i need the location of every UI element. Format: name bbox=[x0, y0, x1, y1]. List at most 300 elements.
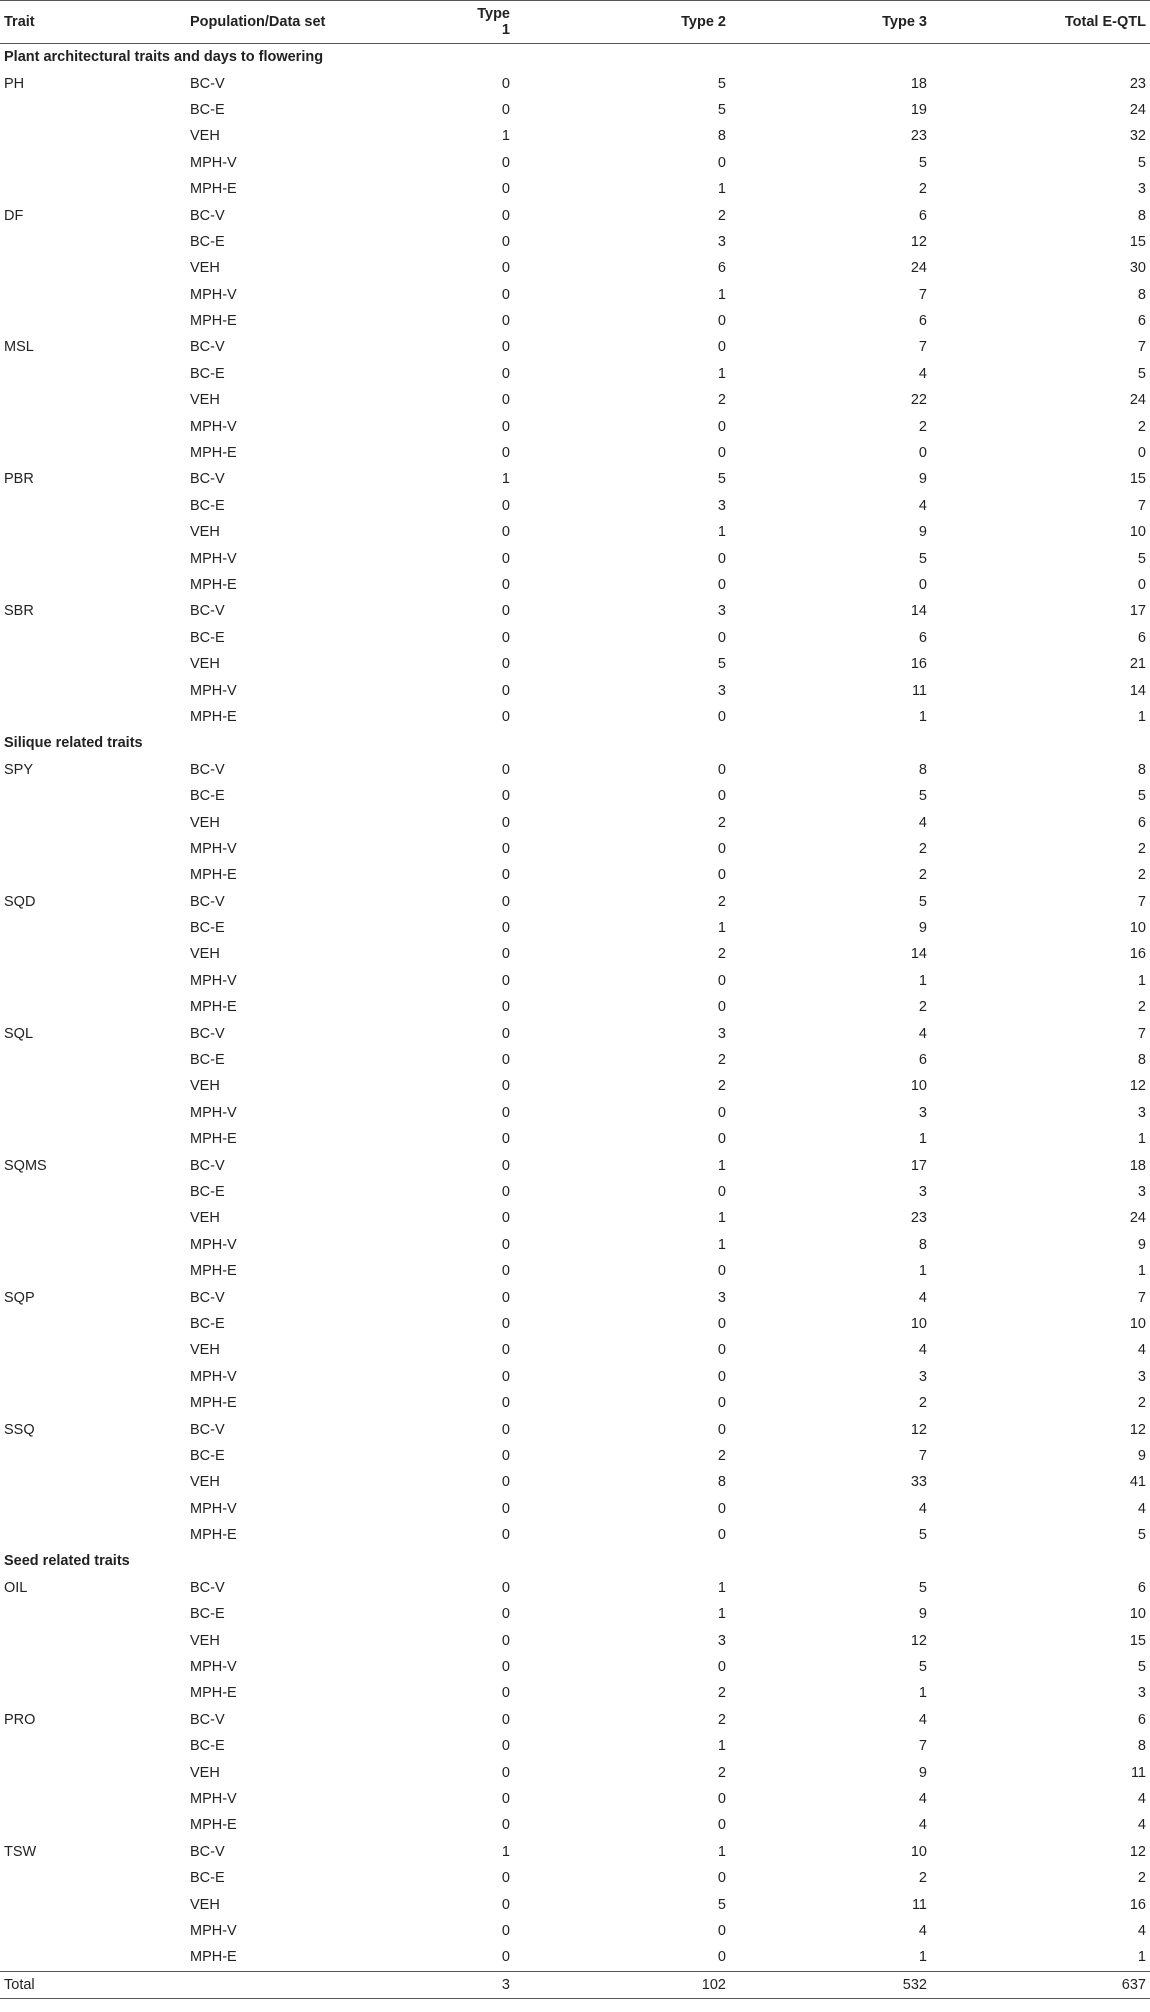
header-type3: Type 3 bbox=[730, 1, 931, 44]
trait-cell: SQMS bbox=[4, 1157, 47, 1174]
type2-cell: 3 bbox=[717, 233, 726, 250]
section-row bbox=[0, 730, 1150, 756]
population-cell: MPH-V bbox=[190, 154, 237, 171]
type2-cell: 1 bbox=[717, 181, 726, 198]
total-cell: 41 bbox=[1129, 1474, 1146, 1491]
type2-cell: 0 bbox=[717, 1817, 726, 1834]
total-cell: 8 bbox=[1137, 1052, 1146, 1069]
type3-cell: 4 bbox=[918, 1500, 927, 1517]
table-row bbox=[0, 1205, 1150, 1231]
table-row bbox=[0, 1495, 1150, 1521]
type3-cell: 1 bbox=[918, 708, 927, 725]
type1-cell: 0 bbox=[501, 339, 510, 356]
type2-cell: 0 bbox=[717, 550, 726, 567]
type1-cell: 0 bbox=[501, 1606, 510, 1623]
type3-cell: 4 bbox=[918, 1342, 927, 1359]
type3-cell: 4 bbox=[918, 814, 927, 831]
total-type1: 3 bbox=[470, 1971, 514, 1998]
type3-cell: 19 bbox=[910, 101, 927, 118]
table-row bbox=[0, 704, 1150, 730]
type3-cell: 4 bbox=[918, 1025, 927, 1042]
trait-cell bbox=[0, 493, 186, 519]
table-row bbox=[0, 1179, 1150, 1205]
type1-cell: 0 bbox=[501, 972, 510, 989]
trait-cell bbox=[0, 1944, 186, 1971]
type2-cell: 1 bbox=[717, 286, 726, 303]
trait-cell bbox=[0, 1918, 186, 1944]
type1-cell: 0 bbox=[501, 761, 510, 778]
type1-cell: 0 bbox=[501, 1236, 510, 1253]
type1-cell: 0 bbox=[501, 1870, 510, 1887]
total-cell: 1 bbox=[1137, 1949, 1146, 1966]
type2-cell: 0 bbox=[717, 867, 726, 884]
table-row bbox=[0, 282, 1150, 308]
table-row bbox=[0, 1680, 1150, 1706]
type1-cell: 1 bbox=[501, 128, 510, 145]
type1-cell: 0 bbox=[501, 920, 510, 937]
type3-cell: 5 bbox=[918, 550, 927, 567]
type3-cell: 10 bbox=[910, 1843, 927, 1860]
type3-cell: 9 bbox=[918, 1606, 927, 1623]
table-row bbox=[0, 334, 1150, 360]
trait-cell: SQL bbox=[4, 1025, 34, 1042]
total-cell: 10 bbox=[1129, 920, 1146, 937]
type2-cell: 1 bbox=[717, 1579, 726, 1596]
type1-cell: 0 bbox=[501, 1289, 510, 1306]
type3-cell: 5 bbox=[918, 788, 927, 805]
trait-cell bbox=[0, 1047, 186, 1073]
trait-cell bbox=[0, 1232, 186, 1258]
total-cell: 6 bbox=[1137, 1711, 1146, 1728]
type1-cell: 0 bbox=[501, 313, 510, 330]
type2-cell: 5 bbox=[717, 1896, 726, 1913]
population-cell: BC-V bbox=[190, 1711, 225, 1728]
table-row bbox=[0, 651, 1150, 677]
total-cell: 9 bbox=[1137, 1447, 1146, 1464]
population-cell: BC-V bbox=[190, 603, 225, 620]
trait-cell bbox=[0, 413, 186, 439]
type3-cell: 5 bbox=[918, 154, 927, 171]
population-cell: MPH-E bbox=[190, 1817, 237, 1834]
table-row bbox=[0, 1812, 1150, 1838]
population-cell: MPH-E bbox=[190, 1395, 237, 1412]
type2-cell: 3 bbox=[717, 497, 726, 514]
type2-cell: 0 bbox=[717, 1315, 726, 1332]
type2-cell: 1 bbox=[717, 920, 726, 937]
trait-cell bbox=[0, 1390, 186, 1416]
trait-cell bbox=[0, 1733, 186, 1759]
total-cell: 3 bbox=[1137, 1183, 1146, 1200]
type1-cell: 0 bbox=[501, 1421, 510, 1438]
type2-cell: 2 bbox=[717, 946, 726, 963]
trait-cell: PH bbox=[4, 75, 25, 92]
type2-cell: 0 bbox=[717, 1922, 726, 1939]
table-row bbox=[0, 1865, 1150, 1891]
total-label: Total bbox=[0, 1971, 186, 1998]
header-row bbox=[0, 1, 1150, 44]
total-cell: 10 bbox=[1129, 1315, 1146, 1332]
type1-cell: 0 bbox=[501, 497, 510, 514]
type3-cell: 5 bbox=[918, 1579, 927, 1596]
population-cell: MPH-V bbox=[190, 1368, 237, 1385]
table-row bbox=[0, 1733, 1150, 1759]
population-cell: VEH bbox=[190, 1896, 220, 1913]
type3-cell: 23 bbox=[910, 1210, 927, 1227]
header-type2: Type 2 bbox=[514, 1, 730, 44]
trait-cell bbox=[0, 1258, 186, 1284]
total-cell: 14 bbox=[1129, 682, 1146, 699]
trait-cell bbox=[0, 1469, 186, 1495]
type3-cell: 9 bbox=[918, 471, 927, 488]
table-row bbox=[0, 994, 1150, 1020]
total-cell: 2 bbox=[1137, 1870, 1146, 1887]
table-row bbox=[0, 1443, 1150, 1469]
table-body bbox=[0, 44, 1150, 1972]
type2-cell: 0 bbox=[717, 788, 726, 805]
type2-cell: 0 bbox=[717, 1263, 726, 1280]
table-row bbox=[0, 968, 1150, 994]
type1-cell: 0 bbox=[501, 392, 510, 409]
total-cell: 3 bbox=[1137, 181, 1146, 198]
type2-cell: 0 bbox=[717, 972, 726, 989]
type3-cell: 4 bbox=[918, 1711, 927, 1728]
table-row bbox=[0, 836, 1150, 862]
total-row bbox=[0, 1971, 1150, 1998]
table-row bbox=[0, 1337, 1150, 1363]
table-row bbox=[0, 123, 1150, 149]
population-cell: VEH bbox=[190, 128, 220, 145]
type3-cell: 4 bbox=[918, 1922, 927, 1939]
total-cell: 15 bbox=[1129, 1632, 1146, 1649]
table-row bbox=[0, 1839, 1150, 1865]
type3-cell: 12 bbox=[910, 1632, 927, 1649]
type1-cell: 0 bbox=[501, 1447, 510, 1464]
type2-cell: 8 bbox=[717, 1474, 726, 1491]
type3-cell: 7 bbox=[918, 339, 927, 356]
type3-cell: 8 bbox=[918, 1236, 927, 1253]
type1-cell: 0 bbox=[501, 1711, 510, 1728]
type1-cell: 0 bbox=[501, 603, 510, 620]
table-row bbox=[0, 440, 1150, 466]
total-cell: 1 bbox=[1137, 972, 1146, 989]
type2-cell: 0 bbox=[717, 418, 726, 435]
total-cell: 2 bbox=[1137, 1395, 1146, 1412]
total-cell: 4 bbox=[1137, 1500, 1146, 1517]
total-cell: 7 bbox=[1137, 1289, 1146, 1306]
trait-cell bbox=[0, 1654, 186, 1680]
total-cell: 2 bbox=[1137, 418, 1146, 435]
type1-cell: 0 bbox=[501, 1896, 510, 1913]
total-cell: 2 bbox=[1137, 867, 1146, 884]
trait-cell: SBR bbox=[4, 603, 34, 620]
type3-cell: 10 bbox=[910, 1078, 927, 1095]
trait-cell bbox=[0, 1073, 186, 1099]
type2-cell: 0 bbox=[717, 708, 726, 725]
type1-cell: 0 bbox=[501, 1500, 510, 1517]
type1-cell: 0 bbox=[501, 1157, 510, 1174]
table-row bbox=[0, 1073, 1150, 1099]
type2-cell: 2 bbox=[717, 1711, 726, 1728]
population-cell: MPH-V bbox=[190, 1790, 237, 1807]
population-cell: MPH-E bbox=[190, 313, 237, 330]
type3-cell: 12 bbox=[910, 1421, 927, 1438]
total-cell: 8 bbox=[1137, 761, 1146, 778]
total-cell: 4 bbox=[1137, 1817, 1146, 1834]
trait-cell bbox=[0, 519, 186, 545]
trait-cell: DF bbox=[4, 207, 24, 224]
population-cell: MPH-E bbox=[190, 1263, 237, 1280]
type2-cell: 8 bbox=[717, 128, 726, 145]
trait-cell bbox=[0, 1495, 186, 1521]
type3-cell: 6 bbox=[918, 629, 927, 646]
population-cell: BC-E bbox=[190, 920, 225, 937]
type1-cell: 0 bbox=[501, 1025, 510, 1042]
population-cell: MPH-E bbox=[190, 1527, 237, 1544]
type3-cell: 16 bbox=[910, 656, 927, 673]
type2-cell: 0 bbox=[717, 999, 726, 1016]
table-row bbox=[0, 1020, 1150, 1046]
population-cell: BC-E bbox=[190, 1606, 225, 1623]
type2-cell: 1 bbox=[717, 1236, 726, 1253]
header-trait: Trait bbox=[0, 1, 186, 44]
population-cell: BC-E bbox=[190, 365, 225, 382]
total-cell: 7 bbox=[1137, 1025, 1146, 1042]
trait-cell bbox=[0, 1100, 186, 1126]
population-cell: MPH-E bbox=[190, 181, 237, 198]
type2-cell: 3 bbox=[717, 1025, 726, 1042]
type3-cell: 5 bbox=[918, 1659, 927, 1676]
type3-cell: 4 bbox=[918, 497, 927, 514]
total-cell: 3 bbox=[1137, 1104, 1146, 1121]
population-cell: MPH-V bbox=[190, 418, 237, 435]
table-row bbox=[0, 783, 1150, 809]
total-cell: 8 bbox=[1137, 286, 1146, 303]
table-row bbox=[0, 255, 1150, 281]
table-row bbox=[0, 1284, 1150, 1310]
type3-cell: 18 bbox=[910, 75, 927, 92]
type3-cell: 1 bbox=[918, 1949, 927, 1966]
type3-cell: 2 bbox=[918, 1395, 927, 1412]
population-cell: BC-E bbox=[190, 1183, 225, 1200]
type1-cell: 0 bbox=[501, 629, 510, 646]
population-cell: VEH bbox=[190, 260, 220, 277]
table-row bbox=[0, 1390, 1150, 1416]
type3-cell: 7 bbox=[918, 286, 927, 303]
type1-cell: 0 bbox=[501, 550, 510, 567]
table-row bbox=[0, 361, 1150, 387]
type2-cell: 0 bbox=[717, 1659, 726, 1676]
type1-cell: 0 bbox=[501, 1817, 510, 1834]
type1-cell: 0 bbox=[501, 1685, 510, 1702]
population-cell: BC-E bbox=[190, 788, 225, 805]
population-cell: BC-E bbox=[190, 1738, 225, 1755]
trait-cell bbox=[0, 255, 186, 281]
type1-cell: 0 bbox=[501, 1922, 510, 1939]
type3-cell: 3 bbox=[918, 1104, 927, 1121]
table-row bbox=[0, 1654, 1150, 1680]
type3-cell: 12 bbox=[910, 233, 927, 250]
trait-cell bbox=[0, 783, 186, 809]
population-cell: BC-E bbox=[190, 629, 225, 646]
population-cell: MPH-E bbox=[190, 577, 237, 593]
population-cell: BC-V bbox=[190, 761, 225, 778]
type2-cell: 5 bbox=[717, 656, 726, 673]
type3-cell: 4 bbox=[918, 1790, 927, 1807]
total-cell: 11 bbox=[1130, 1764, 1146, 1781]
population-cell: VEH bbox=[190, 814, 220, 831]
total-cell: 17 bbox=[1129, 603, 1146, 620]
type2-cell: 1 bbox=[717, 1606, 726, 1623]
type3-cell: 33 bbox=[910, 1474, 927, 1491]
type3-cell: 11 bbox=[911, 682, 927, 699]
type2-cell: 1 bbox=[717, 365, 726, 382]
type2-cell: 3 bbox=[717, 1632, 726, 1649]
total-cell: 5 bbox=[1137, 788, 1146, 805]
trait-cell: PRO bbox=[4, 1711, 36, 1728]
section-heading: Silique related traits bbox=[4, 735, 143, 752]
total-cell: 7 bbox=[1137, 497, 1146, 514]
type1-cell: 0 bbox=[501, 1949, 510, 1966]
trait-cell bbox=[0, 1601, 186, 1627]
type2-cell: 5 bbox=[717, 75, 726, 92]
type2-cell: 0 bbox=[717, 1395, 726, 1412]
type1-cell: 0 bbox=[501, 1052, 510, 1069]
trait-cell: SPY bbox=[4, 761, 34, 778]
type3-cell: 9 bbox=[918, 920, 927, 937]
type1-cell: 1 bbox=[501, 471, 510, 488]
total-cell: 12 bbox=[1129, 1843, 1146, 1860]
type2-cell: 3 bbox=[717, 1289, 726, 1306]
type1-cell: 0 bbox=[501, 1368, 510, 1385]
population-cell: BC-V bbox=[190, 75, 225, 92]
type3-cell: 7 bbox=[918, 1738, 927, 1755]
trait-cell bbox=[0, 1205, 186, 1231]
population-cell: BC-V bbox=[190, 207, 225, 224]
total-cell: 12 bbox=[1129, 1078, 1146, 1095]
type1-cell: 0 bbox=[501, 75, 510, 92]
table-row bbox=[0, 1707, 1150, 1733]
trait-cell bbox=[0, 994, 186, 1020]
population-cell: MPH-E bbox=[190, 708, 237, 725]
table-row bbox=[0, 1152, 1150, 1178]
table-row bbox=[0, 757, 1150, 783]
table-row bbox=[0, 466, 1150, 492]
type2-cell: 0 bbox=[717, 1870, 726, 1887]
table-row bbox=[0, 150, 1150, 176]
population-cell: VEH bbox=[190, 524, 220, 541]
type1-cell: 0 bbox=[501, 181, 510, 198]
total-cell: 5 bbox=[1137, 550, 1146, 567]
population-cell: BC-V bbox=[190, 1421, 225, 1438]
section-row bbox=[0, 44, 1150, 71]
type3-cell: 1 bbox=[918, 1131, 927, 1148]
table-row bbox=[0, 229, 1150, 255]
type1-cell: 0 bbox=[501, 418, 510, 435]
total-cell: 5 bbox=[1137, 365, 1146, 382]
type2-cell: 1 bbox=[717, 1843, 726, 1860]
table-row bbox=[0, 1575, 1150, 1601]
table-row bbox=[0, 308, 1150, 334]
population-cell: MPH-V bbox=[190, 1236, 237, 1253]
type1-cell: 0 bbox=[501, 1104, 510, 1121]
trait-cell: SQP bbox=[4, 1289, 35, 1306]
table-row bbox=[0, 413, 1150, 439]
population-cell: VEH bbox=[190, 946, 220, 963]
type2-cell: 2 bbox=[717, 814, 726, 831]
table-row bbox=[0, 625, 1150, 651]
table-row bbox=[0, 1786, 1150, 1812]
population-cell: VEH bbox=[190, 1632, 220, 1649]
table-row bbox=[0, 1759, 1150, 1785]
population-cell: MPH-V bbox=[190, 550, 237, 567]
total-cell: 0 bbox=[1137, 577, 1146, 593]
type2-cell: 0 bbox=[717, 1500, 726, 1517]
population-cell: MPH-V bbox=[190, 1104, 237, 1121]
population-cell: MPH-V bbox=[190, 840, 237, 857]
population-cell: BC-V bbox=[190, 1289, 225, 1306]
type1-cell: 0 bbox=[501, 1395, 510, 1412]
total-cell: 23 bbox=[1129, 75, 1146, 92]
type1-cell: 0 bbox=[501, 946, 510, 963]
section-heading: Seed related traits bbox=[4, 1553, 130, 1570]
total-cell: 16 bbox=[1129, 946, 1146, 963]
type1-cell: 0 bbox=[501, 445, 510, 462]
population-cell: MPH-V bbox=[190, 1659, 237, 1676]
type1-cell: 0 bbox=[501, 788, 510, 805]
type1-cell: 0 bbox=[501, 1131, 510, 1148]
type3-cell: 23 bbox=[910, 128, 927, 145]
table-row bbox=[0, 202, 1150, 228]
table-row bbox=[0, 915, 1150, 941]
type3-cell: 7 bbox=[918, 1447, 927, 1464]
table-row bbox=[0, 545, 1150, 571]
population-cell: BC-E bbox=[190, 1870, 225, 1887]
trait-cell: MSL bbox=[4, 339, 34, 356]
type1-cell: 0 bbox=[501, 893, 510, 910]
type3-cell: 2 bbox=[918, 181, 927, 198]
type2-cell: 0 bbox=[717, 1183, 726, 1200]
type2-cell: 2 bbox=[717, 392, 726, 409]
trait-cell bbox=[0, 809, 186, 835]
trait-cell bbox=[0, 1443, 186, 1469]
table-row bbox=[0, 1601, 1150, 1627]
total-cell: 15 bbox=[1129, 471, 1146, 488]
type1-cell: 0 bbox=[501, 524, 510, 541]
type1-cell: 0 bbox=[501, 1527, 510, 1544]
table-row bbox=[0, 1944, 1150, 1971]
type1-cell: 0 bbox=[501, 682, 510, 699]
population-cell: BC-V bbox=[190, 471, 225, 488]
total-cell: 2 bbox=[1137, 999, 1146, 1016]
population-cell: BC-E bbox=[190, 233, 225, 250]
type3-cell: 6 bbox=[918, 313, 927, 330]
trait-cell bbox=[0, 1126, 186, 1152]
type1-cell: 0 bbox=[501, 577, 510, 593]
population-cell: MPH-E bbox=[190, 1685, 237, 1702]
table-row bbox=[0, 1522, 1150, 1548]
trait-cell bbox=[0, 862, 186, 888]
table-row bbox=[0, 176, 1150, 202]
population-cell: VEH bbox=[190, 1474, 220, 1491]
header-total: Total E-QTL bbox=[931, 1, 1150, 44]
type2-cell: 0 bbox=[717, 1104, 726, 1121]
total-cell: 1 bbox=[1137, 1131, 1146, 1148]
table-row bbox=[0, 1258, 1150, 1284]
type2-cell: 0 bbox=[717, 1421, 726, 1438]
type1-cell: 0 bbox=[501, 1632, 510, 1649]
type3-cell: 1 bbox=[918, 1685, 927, 1702]
type3-cell: 5 bbox=[918, 893, 927, 910]
